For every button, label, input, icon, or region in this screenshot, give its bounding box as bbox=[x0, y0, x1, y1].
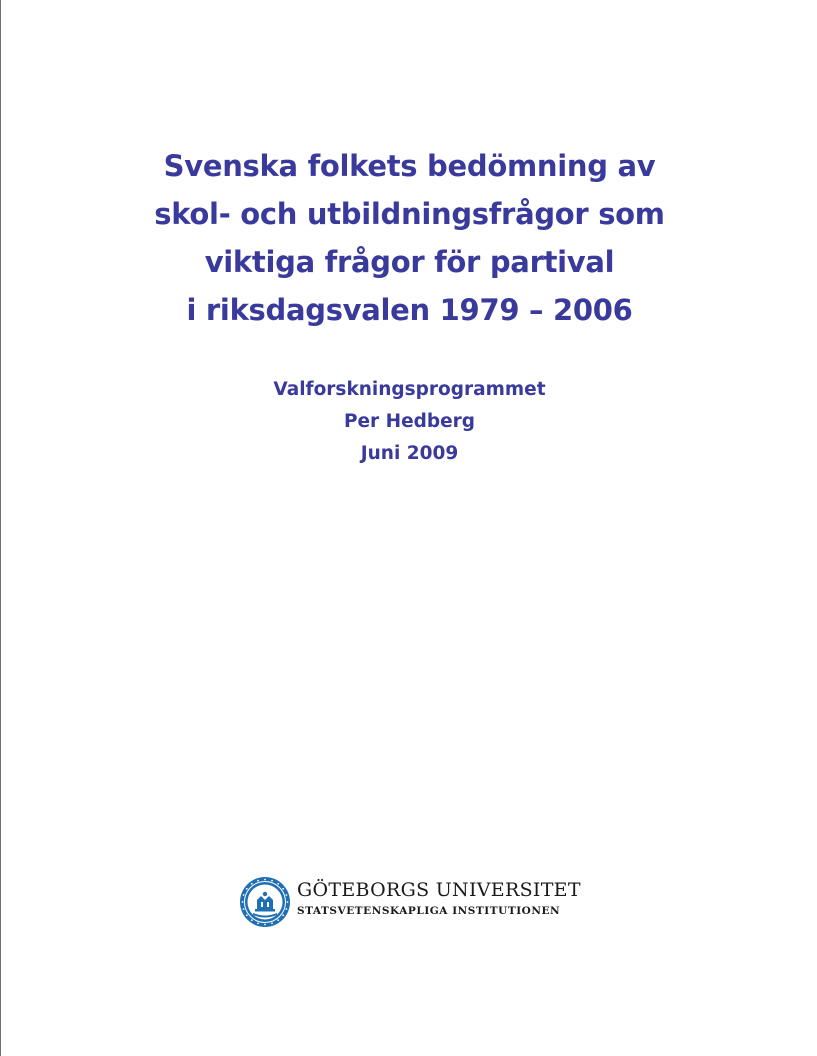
program-name: Valforskningsprogrammet bbox=[273, 379, 546, 400]
title-line-1: Svenska folkets bedömning av bbox=[163, 149, 656, 183]
title-line-3: viktiga frågor för partival bbox=[204, 245, 615, 279]
report-title bbox=[1, 142, 817, 334]
university-logo bbox=[239, 876, 639, 930]
report-meta bbox=[1, 374, 817, 470]
author-name: Per Hedberg bbox=[343, 411, 476, 432]
publication-date: Juni 2009 bbox=[360, 443, 459, 464]
department-name: STATSVETENSKAPLIGA INSTITUTIONEN bbox=[297, 905, 561, 917]
title-line-4: i riksdagsvalen 1979 – 2006 bbox=[186, 293, 633, 327]
university-name: GÖTEBORGS UNIVERSITET bbox=[297, 879, 581, 901]
title-line-2: skol- och utbildningsfrågor som bbox=[154, 197, 665, 231]
university-seal-icon bbox=[239, 876, 291, 928]
